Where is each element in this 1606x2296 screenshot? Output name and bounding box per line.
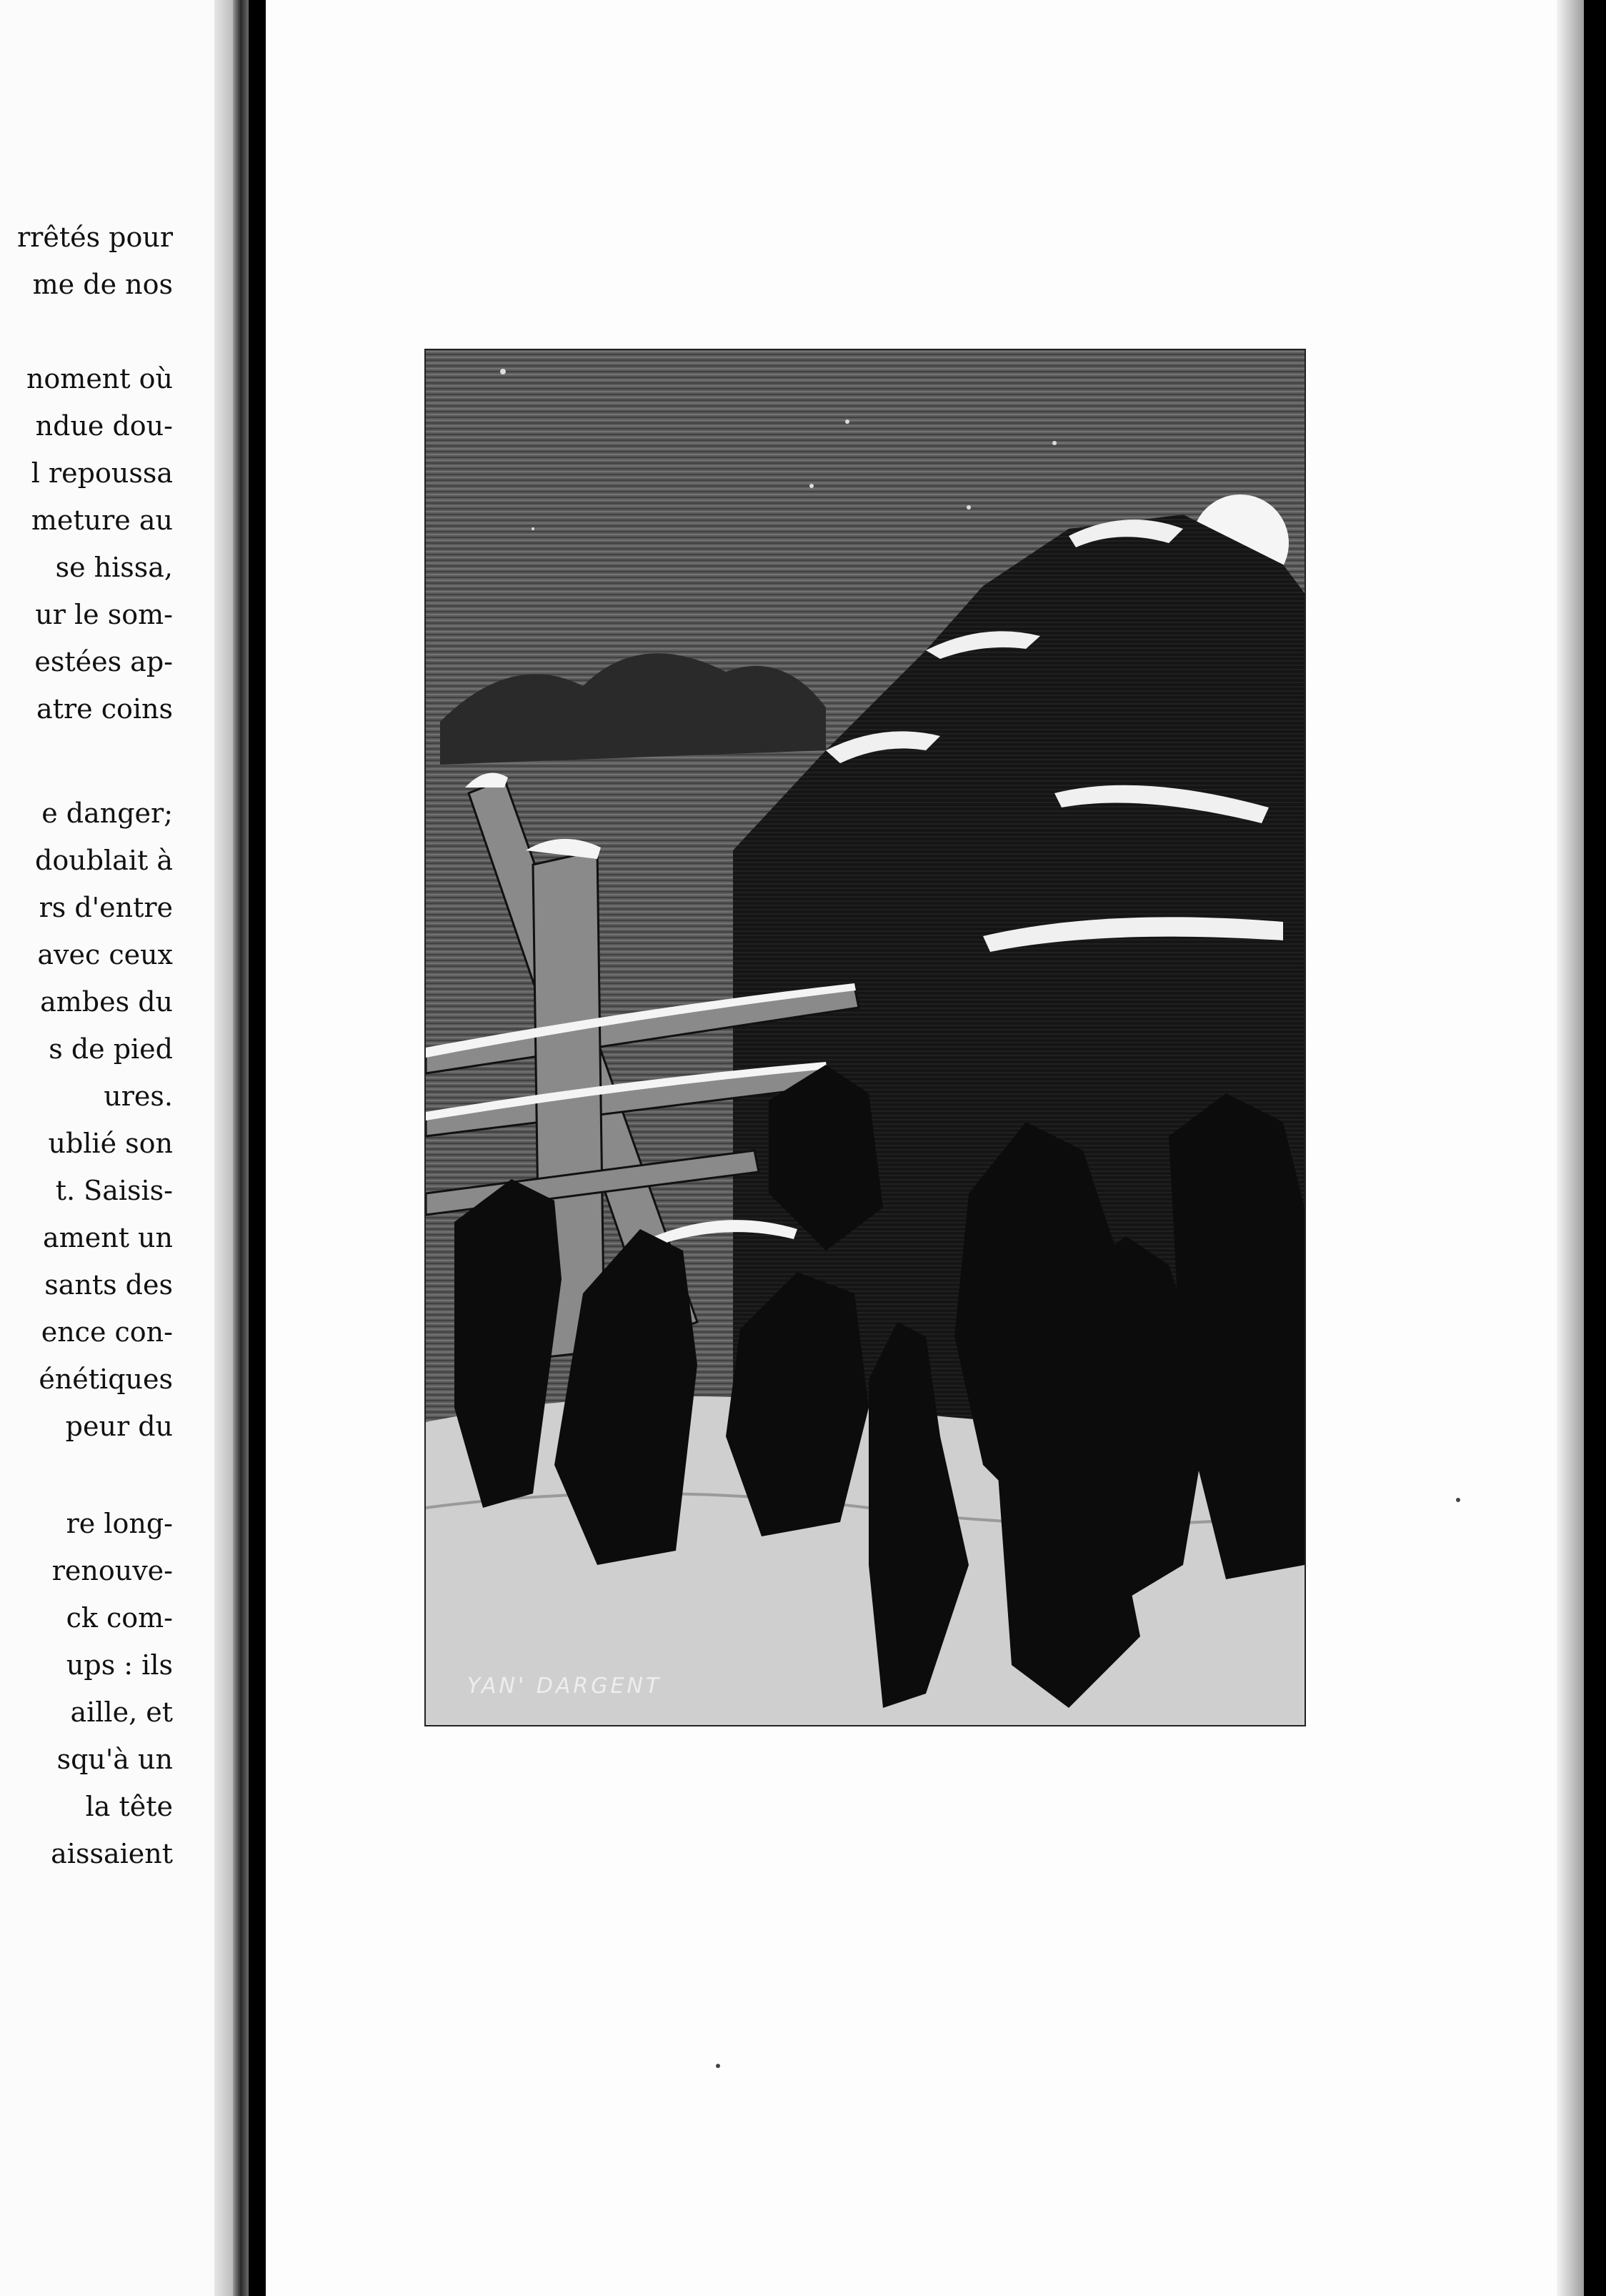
- engraving-art: [426, 350, 1305, 1725]
- left-page-line: ck com-: [66, 1602, 173, 1634]
- left-page-line: doublait à: [35, 845, 173, 876]
- left-page-line: avec ceux: [37, 939, 173, 970]
- left-page-line: e danger;: [41, 797, 173, 829]
- left-page-line: re long-: [66, 1508, 173, 1539]
- paper-speck: [1456, 1498, 1460, 1502]
- left-page-line: renouve-: [51, 1555, 173, 1586]
- right-page-edge: [1557, 0, 1584, 2296]
- left-page-line: rrêtés pour: [17, 222, 173, 253]
- left-page-line: noment où: [26, 363, 173, 394]
- left-page-line: s de pied: [49, 1033, 173, 1065]
- left-page-line: ublié son: [48, 1128, 173, 1159]
- left-page-line: aille, et: [70, 1696, 173, 1728]
- left-page-line: l repoussa: [31, 457, 173, 489]
- left-page-line: peur du: [65, 1411, 173, 1442]
- engraving-plate: [424, 349, 1306, 1726]
- left-page-line: atre coins: [36, 693, 173, 725]
- paper-speck: [716, 2064, 720, 2068]
- left-page-line: meture au: [31, 505, 173, 536]
- left-page-line: aissaient: [51, 1838, 173, 1869]
- left-page-line: rs d'entre: [39, 892, 173, 923]
- left-page-line: ament un: [43, 1222, 173, 1253]
- left-page-line: ups : ils: [66, 1649, 173, 1681]
- book-spine: [233, 0, 249, 2296]
- left-page-line: ambes du: [40, 986, 173, 1018]
- left-page-line: squ'à un: [56, 1744, 173, 1775]
- left-page-line: énétiques: [39, 1363, 173, 1395]
- left-page: [0, 0, 233, 2296]
- left-page-line: me de nos: [32, 269, 173, 300]
- left-page-line: sants des: [44, 1269, 173, 1301]
- left-page-line: ndue dou-: [35, 410, 173, 442]
- left-page-line: la tête: [85, 1791, 173, 1822]
- left-page-line: se hissa,: [55, 552, 173, 583]
- left-page-gutter: [214, 0, 233, 2296]
- artist-signature: YAN' DARGENT: [467, 1674, 662, 1699]
- left-page-line: ence con-: [41, 1316, 173, 1348]
- left-page-line: ures.: [104, 1080, 173, 1112]
- left-page-line: ur le som-: [35, 599, 173, 630]
- left-page-line: t. Saisis-: [55, 1175, 173, 1206]
- left-page-line: estées ap-: [34, 646, 173, 677]
